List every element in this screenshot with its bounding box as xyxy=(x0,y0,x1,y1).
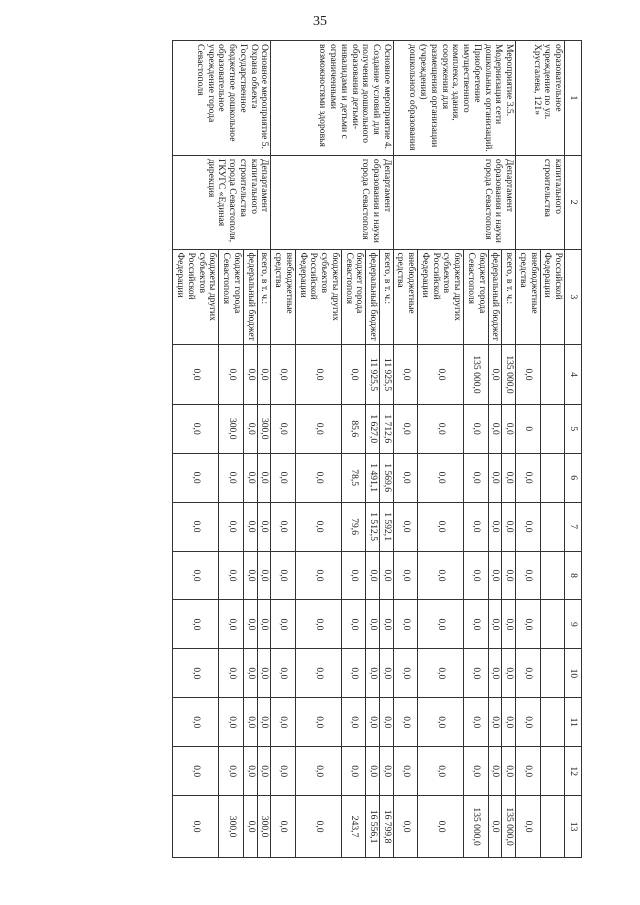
amount-cell: 0,0 xyxy=(502,404,516,453)
amount-cell: 0,0 xyxy=(516,502,540,551)
amount-cell: 0,0 xyxy=(464,600,488,649)
amount-cell: 0,0 xyxy=(418,502,464,551)
amount-cell: 0,0 xyxy=(219,345,243,405)
amount-cell: 0,0 xyxy=(257,649,271,698)
amount-cell xyxy=(540,600,564,649)
amount-cell: 0,0 xyxy=(219,551,243,600)
amount-cell: 0,0 xyxy=(379,600,393,649)
amount-cell: 0,0 xyxy=(243,698,257,747)
funding-source: федеральный бюджет xyxy=(366,249,380,345)
amount-cell: 0,0 xyxy=(295,345,341,405)
amount-cell: 0,0 xyxy=(243,453,257,502)
amount-cell: 0,0 xyxy=(502,502,516,551)
amount-cell: 0,0 xyxy=(379,551,393,600)
activity-name: Мероприятие 3.5. Модернизация сети дошкольных организаций. Приобретение имущественного комплекса, здания, сооружения для размещения организации (учреждения) дошкольного образования xyxy=(393,41,515,156)
amount-cell: 0,0 xyxy=(516,747,540,796)
amount-cell: 0,0 xyxy=(418,649,464,698)
amount-cell: 0,0 xyxy=(516,453,540,502)
funding-source: бюджеты других субъектов Российской Федерации xyxy=(418,249,464,345)
amount-cell: 0,0 xyxy=(516,649,540,698)
amount-cell xyxy=(540,453,564,502)
column-number: 3 xyxy=(565,249,582,345)
amount-cell: 0,0 xyxy=(271,649,295,698)
amount-cell: 0,0 xyxy=(271,747,295,796)
amount-cell: 0,0 xyxy=(393,551,417,600)
amount-cell: 0,0 xyxy=(418,551,464,600)
amount-cell: 0,0 xyxy=(219,698,243,747)
amount-cell: 0,0 xyxy=(488,453,502,502)
column-number: 2 xyxy=(565,155,582,249)
amount-cell: 0,0 xyxy=(173,747,219,796)
amount-cell: 0,0 xyxy=(257,698,271,747)
amount-cell: 0,0 xyxy=(379,698,393,747)
amount-cell: 0 xyxy=(516,404,540,453)
amount-cell: 0,0 xyxy=(271,404,295,453)
amount-cell: 0,0 xyxy=(488,404,502,453)
amount-cell: 0,0 xyxy=(418,404,464,453)
column-number: 1 xyxy=(565,41,582,156)
amount-cell: 0,0 xyxy=(418,747,464,796)
amount-cell xyxy=(540,551,564,600)
amount-cell: 0,0 xyxy=(219,502,243,551)
amount-cell: 300,0 xyxy=(257,796,271,858)
amount-cell: 0,0 xyxy=(173,600,219,649)
amount-cell: 1 512,5 xyxy=(366,502,380,551)
amount-cell: 0,0 xyxy=(257,502,271,551)
amount-cell: 0,0 xyxy=(516,796,540,858)
amount-cell: 0,0 xyxy=(243,649,257,698)
amount-cell: 0,0 xyxy=(366,551,380,600)
amount-cell: 0,0 xyxy=(393,600,417,649)
amount-cell: 0,0 xyxy=(257,453,271,502)
amount-cell: 0,0 xyxy=(271,453,295,502)
amount-cell: 0,0 xyxy=(464,551,488,600)
amount-cell: 0,0 xyxy=(488,747,502,796)
amount-cell: 0,0 xyxy=(341,747,365,796)
column-number: 11 xyxy=(565,698,582,747)
rotated-table-area xyxy=(72,40,582,858)
amount-cell: 0,0 xyxy=(219,453,243,502)
amount-cell: 0,0 xyxy=(488,649,502,698)
amount-cell xyxy=(540,404,564,453)
amount-cell: 0,0 xyxy=(418,796,464,858)
amount-cell: 85,6 xyxy=(341,404,365,453)
amount-cell: 0,0 xyxy=(393,747,417,796)
amount-cell: 0,0 xyxy=(271,551,295,600)
amount-cell: 0,0 xyxy=(464,453,488,502)
column-number: 4 xyxy=(565,345,582,405)
amount-cell: 0,0 xyxy=(516,600,540,649)
funding-source: федеральный бюджет xyxy=(243,249,257,345)
amount-cell: 79,6 xyxy=(341,502,365,551)
amount-cell: 11 925,5 xyxy=(379,345,393,405)
amount-cell: 135 000,0 xyxy=(464,796,488,858)
responsible-executor: Департамент капитального строительства города Севастополя, ГКУГС «Единая дирекция xyxy=(173,155,271,249)
table-row xyxy=(379,41,393,858)
amount-cell: 0,0 xyxy=(393,404,417,453)
amount-cell: 0,0 xyxy=(464,502,488,551)
amount-cell: 0,0 xyxy=(393,796,417,858)
amount-cell xyxy=(540,796,564,858)
amount-cell: 0,0 xyxy=(257,345,271,405)
amount-cell: 0,0 xyxy=(271,502,295,551)
amount-cell: 0,0 xyxy=(418,600,464,649)
amount-cell: 0,0 xyxy=(257,600,271,649)
amount-cell: 0,0 xyxy=(393,649,417,698)
funding-source: Российской Федерации xyxy=(540,249,564,345)
amount-cell: 0,0 xyxy=(366,600,380,649)
amount-cell: 0,0 xyxy=(341,345,365,405)
amount-cell: 0,0 xyxy=(271,698,295,747)
amount-cell: 16 799,8 xyxy=(379,796,393,858)
amount-cell: 0,0 xyxy=(418,345,464,405)
amount-cell: 0,0 xyxy=(502,551,516,600)
rotated-page-content xyxy=(72,40,582,858)
amount-cell: 0,0 xyxy=(173,404,219,453)
amount-cell: 135 000,0 xyxy=(502,345,516,405)
table-row xyxy=(257,41,271,858)
funding-source: бюджет города Севастополя xyxy=(464,249,488,345)
amount-cell: 0,0 xyxy=(393,345,417,405)
budget-table xyxy=(173,40,583,858)
amount-cell: 243,7 xyxy=(341,796,365,858)
column-number: 6 xyxy=(565,453,582,502)
funding-source: всего, в т. ч.: xyxy=(379,249,393,345)
amount-cell: 0,0 xyxy=(464,698,488,747)
amount-cell: 0,0 xyxy=(366,698,380,747)
amount-cell: 0,0 xyxy=(393,698,417,747)
amount-cell: 0,0 xyxy=(379,649,393,698)
amount-cell: 0,0 xyxy=(243,747,257,796)
amount-cell: 1 491,1 xyxy=(366,453,380,502)
column-header-row xyxy=(565,41,582,858)
amount-cell: 0,0 xyxy=(257,551,271,600)
amount-cell: 0,0 xyxy=(502,453,516,502)
amount-cell: 0,0 xyxy=(219,600,243,649)
amount-cell: 0,0 xyxy=(173,551,219,600)
funding-source: бюджет города Севастополя xyxy=(219,249,243,345)
funding-source: всего, в т. ч.: xyxy=(502,249,516,345)
amount-cell xyxy=(540,698,564,747)
amount-cell: 0,0 xyxy=(295,404,341,453)
amount-cell xyxy=(540,649,564,698)
amount-cell: 0,0 xyxy=(173,345,219,405)
page-number: 35 xyxy=(313,14,327,29)
amount-cell: 0,0 xyxy=(173,649,219,698)
amount-cell: 0,0 xyxy=(173,796,219,858)
funding-source: внебюджетные средства xyxy=(516,249,540,345)
column-number: 9 xyxy=(565,600,582,649)
amount-cell: 0,0 xyxy=(243,551,257,600)
amount-cell: 0,0 xyxy=(219,649,243,698)
table-row xyxy=(502,41,516,858)
column-number: 8 xyxy=(565,551,582,600)
amount-cell: 78,5 xyxy=(341,453,365,502)
amount-cell: 0,0 xyxy=(464,404,488,453)
amount-cell: 0,0 xyxy=(243,404,257,453)
amount-cell: 0,0 xyxy=(464,747,488,796)
column-number: 10 xyxy=(565,649,582,698)
amount-cell: 0,0 xyxy=(271,796,295,858)
amount-cell: 0,0 xyxy=(502,747,516,796)
funding-source: внебюджетные средства xyxy=(271,249,295,345)
amount-cell: 300,0 xyxy=(219,404,243,453)
responsible-executor: Департамент образования и науки города Севастополя xyxy=(271,155,393,249)
amount-cell: 0,0 xyxy=(341,649,365,698)
amount-cell: 0,0 xyxy=(295,551,341,600)
amount-cell: 0,0 xyxy=(173,698,219,747)
amount-cell: 0,0 xyxy=(295,796,341,858)
amount-cell xyxy=(540,747,564,796)
amount-cell: 0,0 xyxy=(366,649,380,698)
amount-cell: 0,0 xyxy=(379,747,393,796)
amount-cell: 0,0 xyxy=(271,345,295,405)
amount-cell: 0,0 xyxy=(243,345,257,405)
funding-source: федеральный бюджет xyxy=(488,249,502,345)
amount-cell: 0,0 xyxy=(488,551,502,600)
amount-cell: 0,0 xyxy=(295,600,341,649)
amount-cell: 0,0 xyxy=(488,502,502,551)
amount-cell: 135 000,0 xyxy=(502,796,516,858)
activity-name: образовательное учреждение по ул. Хрусталева, 121» xyxy=(516,41,565,156)
amount-cell: 0,0 xyxy=(173,502,219,551)
amount-cell: 16 556,1 xyxy=(366,796,380,858)
amount-cell: 0,0 xyxy=(295,698,341,747)
amount-cell: 0,0 xyxy=(393,502,417,551)
amount-cell: 0,0 xyxy=(488,600,502,649)
amount-cell: 0,0 xyxy=(243,502,257,551)
amount-cell: 0,0 xyxy=(271,600,295,649)
amount-cell: 0,0 xyxy=(295,649,341,698)
amount-cell xyxy=(540,502,564,551)
amount-cell: 0,0 xyxy=(341,551,365,600)
funding-source: внебюджетные средства xyxy=(393,249,417,345)
amount-cell: 0,0 xyxy=(516,698,540,747)
amount-cell: 0,0 xyxy=(516,345,540,405)
amount-cell: 135 000,0 xyxy=(464,345,488,405)
amount-cell: 0,0 xyxy=(393,453,417,502)
column-number: 7 xyxy=(565,502,582,551)
amount-cell: 0,0 xyxy=(464,649,488,698)
amount-cell: 0,0 xyxy=(341,600,365,649)
amount-cell: 0,0 xyxy=(502,698,516,747)
responsible-executor: капитального строительства xyxy=(516,155,565,249)
activity-name: Основное мероприятие 4. Создание условий для получения дошкольного образования детьми-инвалидами и детьми с ограниченными возможностями здоровья xyxy=(271,41,393,156)
funding-source: всего, в т. ч.: xyxy=(257,249,271,345)
amount-cell: 0,0 xyxy=(219,747,243,796)
amount-cell: 0,0 xyxy=(418,698,464,747)
amount-cell: 0,0 xyxy=(418,453,464,502)
amount-cell: 0,0 xyxy=(488,345,502,405)
column-number: 5 xyxy=(565,404,582,453)
amount-cell: 1 569,6 xyxy=(379,453,393,502)
amount-cell: 11 925,5 xyxy=(366,345,380,405)
funding-source: бюджеты других субъектов Российской Федерации xyxy=(173,249,219,345)
activity-name: Основное мероприятие 5. Охрана объекта Государственное бюджетное дошкольное образовательное учреждение города Севастополя xyxy=(173,41,271,156)
amount-cell: 300,0 xyxy=(257,404,271,453)
funding-source: бюджеты других субъектов Российской Федерации xyxy=(295,249,341,345)
amount-cell: 0,0 xyxy=(341,698,365,747)
amount-cell: 0,0 xyxy=(295,747,341,796)
amount-cell: 0,0 xyxy=(295,453,341,502)
funding-source: бюджет города Севастополя xyxy=(341,249,365,345)
amount-cell: 1 592,1 xyxy=(379,502,393,551)
amount-cell: 0,0 xyxy=(243,796,257,858)
responsible-executor: Департамент образования и науки города Севастополя xyxy=(393,155,515,249)
amount-cell: 0,0 xyxy=(516,551,540,600)
amount-cell: 1 712,6 xyxy=(379,404,393,453)
amount-cell: 0,0 xyxy=(488,698,502,747)
amount-cell: 300,0 xyxy=(219,796,243,858)
amount-cell: 0,0 xyxy=(488,796,502,858)
amount-cell: 0,0 xyxy=(502,600,516,649)
table-row xyxy=(540,41,564,858)
amount-cell: 0,0 xyxy=(173,453,219,502)
amount-cell: 0,0 xyxy=(366,747,380,796)
amount-cell: 0,0 xyxy=(295,502,341,551)
amount-cell: 1 627,0 xyxy=(366,404,380,453)
table-body xyxy=(173,41,582,858)
column-number: 12 xyxy=(565,747,582,796)
amount-cell: 0,0 xyxy=(502,649,516,698)
amount-cell xyxy=(540,345,564,405)
amount-cell: 0,0 xyxy=(243,600,257,649)
column-number: 13 xyxy=(565,796,582,858)
amount-cell: 0,0 xyxy=(257,747,271,796)
